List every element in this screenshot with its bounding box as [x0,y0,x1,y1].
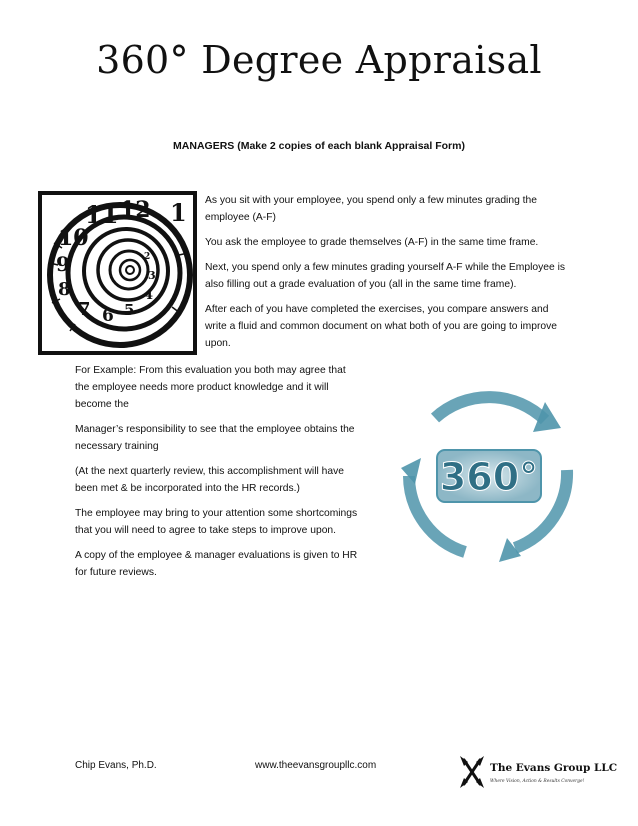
badge-text: 360° [439,455,539,499]
clock-numeral: 3 [148,269,156,282]
page-subtitle: MANAGERS (Make 2 copies of each blank Appraisal Form) [173,140,465,152]
clock-numeral: 11 [85,200,119,229]
clock-numeral: 9 [56,252,70,276]
360-cycle-icon [395,380,580,570]
clock-numeral: 6 [102,306,114,326]
intro-paragraph: After each of you have completed the exercises, you compare answers and write a fluid and common document on what both of you are going to improve upon. [205,304,558,349]
footer-author: Chip Evans, Ph.D. [75,760,157,771]
body-text [75,362,360,589]
logo-text: The Evans Group LLC [490,762,618,774]
clock-numeral: 7 [78,299,91,320]
clock-numeral: 12 [120,197,151,223]
intro-paragraph: Next, you spend only a few minutes grading yourself A-F while the Employee is also filling out a grade evaluation of you (all in the same time frame). [205,262,565,290]
evans-group-logo [458,754,618,790]
clock-numeral: 5 [124,301,135,319]
body-paragraph: Manager’s responsibility to see that the employee obtains the necessary training [75,424,355,452]
spiral-clock-image [40,193,195,353]
intro-paragraph: As you sit with your employee, you spend only a few minutes grading the employee (A-F) [205,195,537,223]
body-paragraph: For Example: From this evaluation you both may agree that the employee needs more product knowledge and it will become the [75,365,346,410]
clock-numeral: 8 [58,279,71,300]
clock-numeral: 10 [58,225,89,251]
body-paragraph: (At the next quarterly review, this accomplishment will have been met & be incorporated into the HR records.) [75,466,344,494]
clock-numeral: 2 [144,252,151,262]
body-paragraph: The employee may bring to your attention some shortcomings that you will need to agree to take steps to improve upon. [75,508,358,536]
footer-url[interactable]: www.theevansgroupllc.com [255,760,377,771]
intro-paragraph: You ask the employee to grade themselves (A-F) in the same time frame. [205,237,539,248]
intro-text [205,192,570,360]
clock-numeral: 1 [170,198,187,227]
clock-numeral: 4 [144,288,154,303]
logo-tagline: Where Vision, Action & Results Converge! [490,779,585,784]
body-paragraph: A copy of the employee & manager evaluations is given to HR for future reviews. [75,550,358,578]
page-title: 360° Degree Appraisal [96,38,542,82]
